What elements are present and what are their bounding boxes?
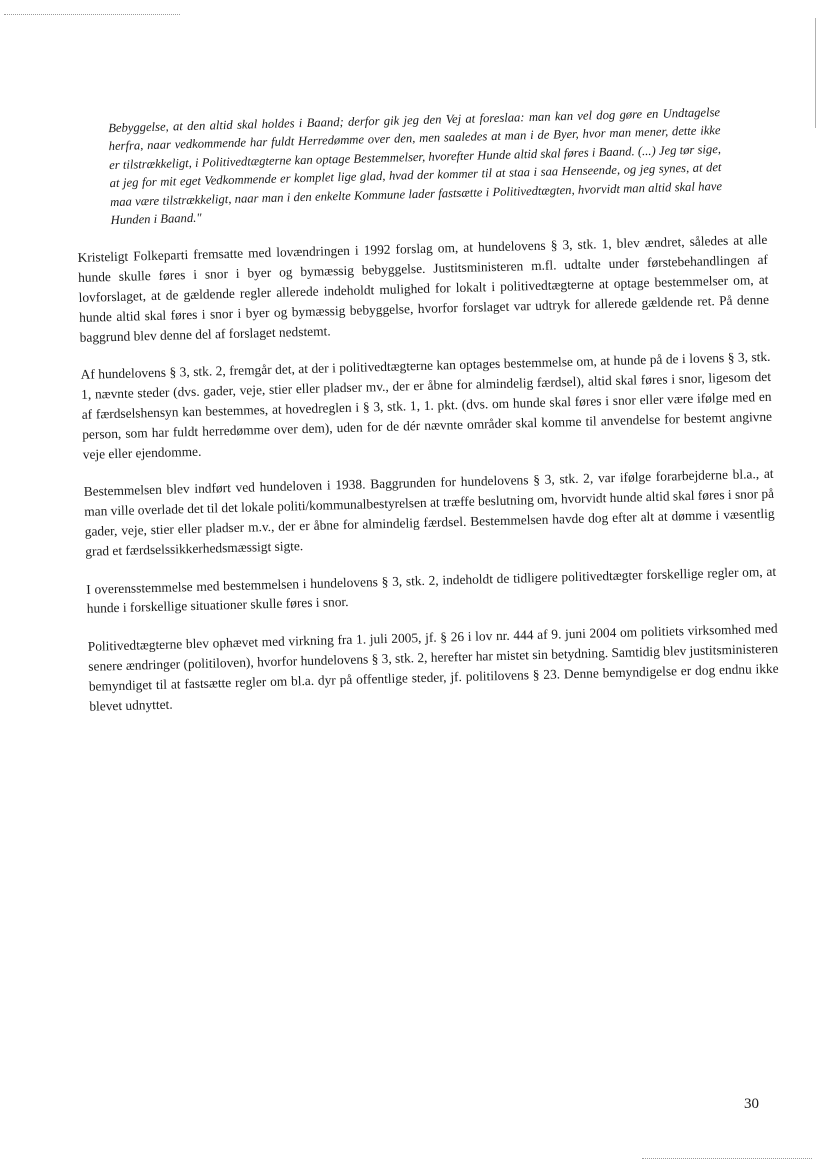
scan-artifact-bottom xyxy=(642,1158,812,1159)
paragraph: Politivedtægterne blev ophævet med virkning fra 1. juli 2005, jf. § 26 i lov nr. 444 af 9. juni 2004 om politiets virksomhed med senere ændringer (politiloven), hvorfor hundelovens § 3, stk. 2, herefter har mistet sin betydning. Samtidig blev justitsministeren bemyndiget til at fastsætte regler om bl.a. dyr på offentlige steder, jf. politilovens § 23. Denne bemyndigelse er dog endnu ikke blevet udnyttet. xyxy=(87,620,779,714)
paragraph: Kristeligt Folkeparti fremsatte med lovændringen i 1992 forslag om, at hundelovens § 3, stk. 1, blev ændret, således at alle hunde skulle føres i snor i byer og bymæssig bebyggelse. Justitsministeren m.fl. udtalte under førstebehandlingen af lovforslaget, at de gældende regler allerede indeholdt mulighed for lokalt i politivedtægterne at optage bestemmelser om, at hunde altid skal føres i snor i byer og bymæssig bebyggelse, hvorfor forslaget var udtryk for allerede gældende ret. På denne baggrund blev denne del af forslaget nedstemt. xyxy=(77,232,770,345)
scan-artifact-right xyxy=(815,18,816,128)
paragraph: I overensstemmelse med bestemmelsen i hundelovens § 3, stk. 2, indeholdt de tidligere politivedtægter forskellige regler om, at hunde i forskellige situationer skulle føres i snor. xyxy=(86,563,777,617)
paragraph: Bestemmelsen blev indført ved hundeloven i 1938. Baggrunden for hundelovens § 3, stk. 2, var ifølge forarbejderne bl.a., at man ville overlade det til det lokale politi/kommunalbestyrelsen at træffe beslutning om, hvorvidt hunde altid skal føres i snor på gader, veje, stier eller pladser m.v., der er åbne for almindelig færdsel. Bestemmelsen havde dog efter alt at dømme i væsentlig grad et færdselssikkerhedsmæssigt sigte. xyxy=(83,466,775,559)
scan-artifact-top xyxy=(4,14,180,15)
page-body xyxy=(74,102,780,734)
page-number: 30 xyxy=(744,1096,759,1112)
block-quote: Bebyggelse, at den altid skal holdes i Baand; derfor gik jeg den Vej at foreslaa: man kan vel dog gøre en Undtagelse herfra, naar vedkommende har fuldt Herredømme over den, men saaledes at man i de Byer, hvor man mener, dette ikke er tilstrækkeligt, i Politivedtægterne kan optage Bestemmelser, hvorefter Hunde altid skal føres i Baand. (...) Jeg tør sige, at jeg for mit eget Vedkommende er komplet lige glad, hvad der kommer til at staa i saa Henseende, og jeg synes, at det maa være tilstrækkeligt, naar man i den enkelte Kommune lader fastsætte i Politivedtægten, hvorvidt man altid skal have Hunden i Baand." xyxy=(108,105,723,228)
paragraph: Af hundelovens § 3, stk. 2, fremgår det, at der i politivedtægterne kan optages bestemmelse om, at hunde på de i lovens § 3, stk. 1, nævnte steder (dvs. gader, veje, stier eller pladser mv., der er åbne for almindelig færdsel), altid skal føres i snor, ligesom det af færdselshensyn kan bestemmes, at hovedreglen i § 3, stk. 1, 1. pkt. (dvs. om hunde skal føres i snor eller være ifølge med en person, som har fuldt herredømme over dem), uden for de dér nævnte områder skal komme til anvendelse for bestemt angivne veje eller ejendomme. xyxy=(80,349,773,462)
